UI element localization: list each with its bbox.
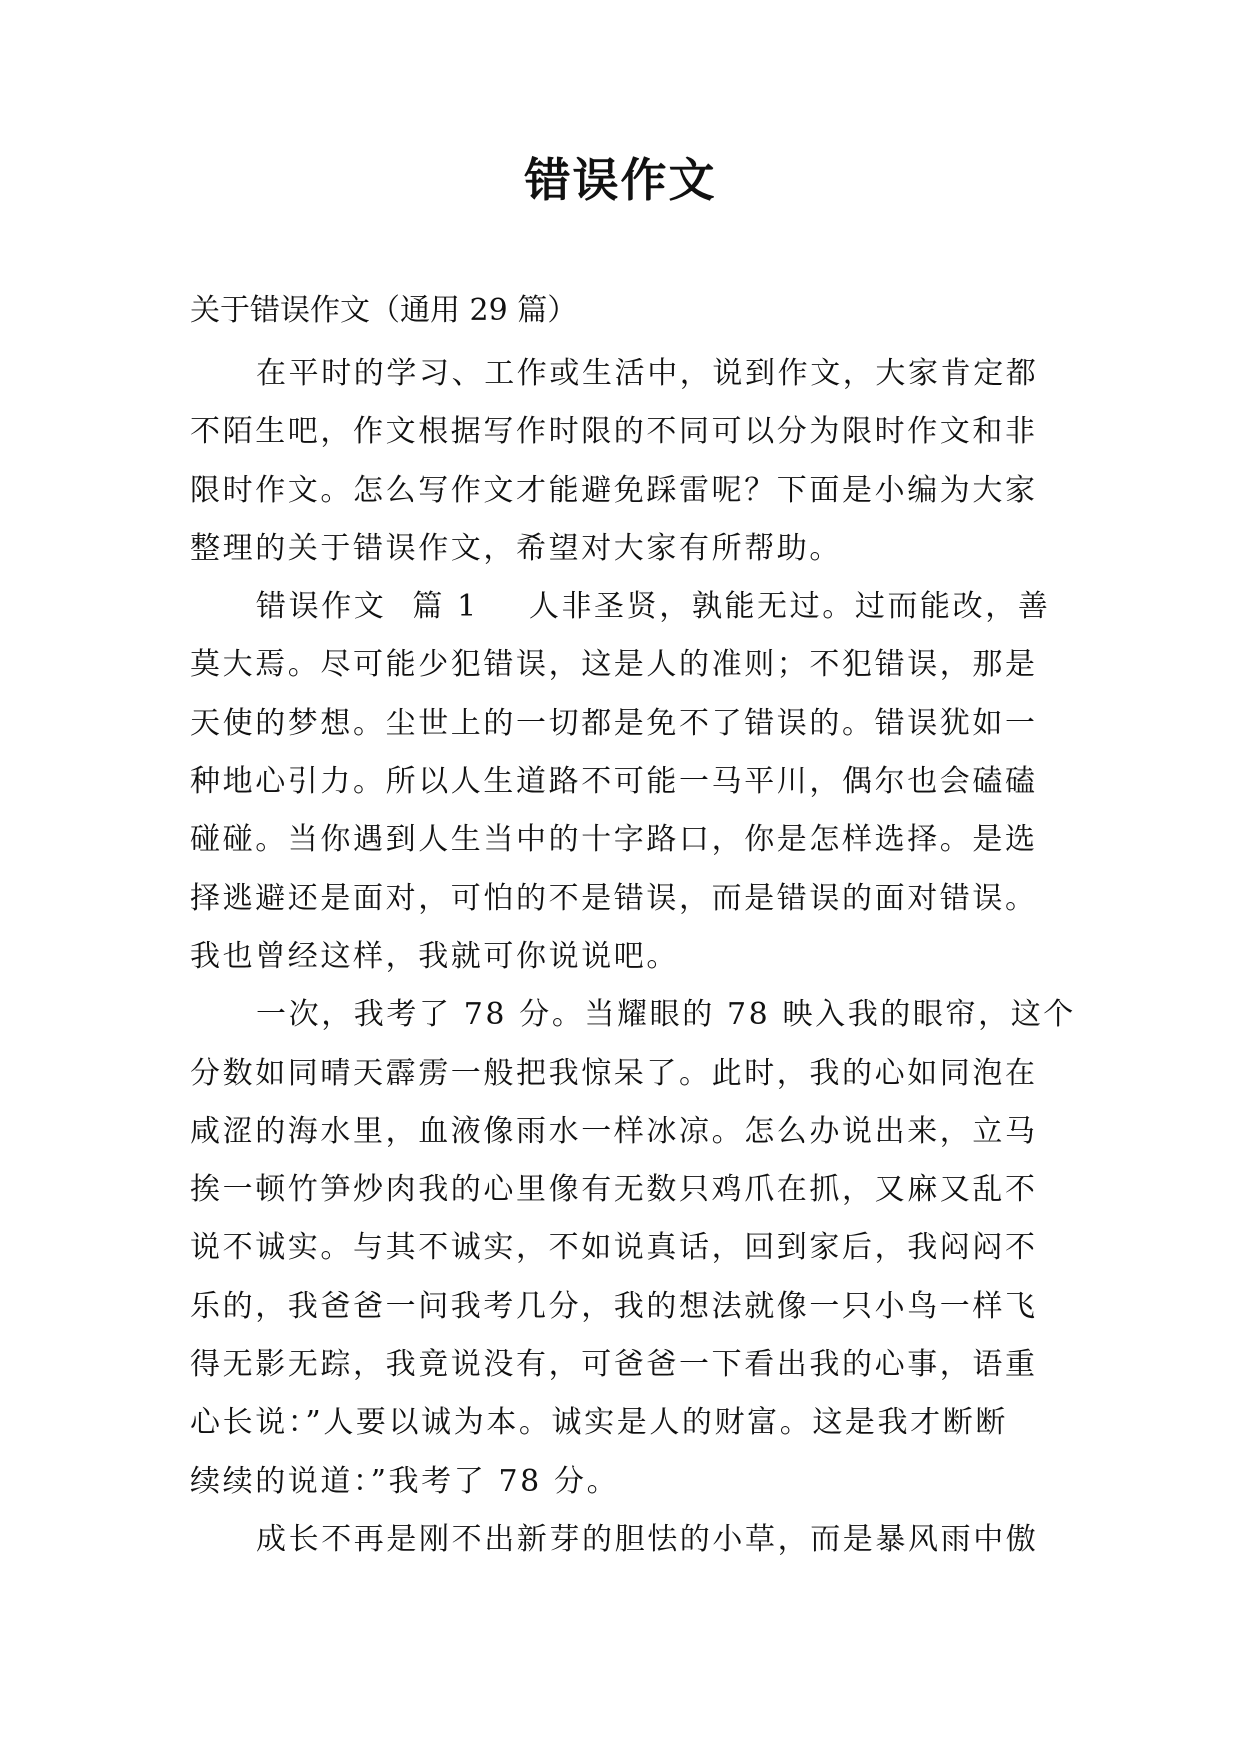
text-line: 成长不再是刚不出新芽的胆怯的小草，而是暴风雨中傲: [256, 1521, 1039, 1557]
section-heading: 错误作文: [256, 589, 387, 625]
text-line: 一次，我考了 78 分。当耀眼的 78 映入我的眼帘，这个: [256, 997, 1076, 1033]
text-line: 得无影无踪，我竟说没有，可爸爸一下看出我的心事，语重: [190, 1347, 1038, 1383]
text-line: 挨一顿竹笋炒肉我的心里像有无数只鸡爪在抓，又麻又乱不: [190, 1172, 1038, 1208]
text-line: 分数如同晴天霹雳一般把我惊呆了。此时，我的心如同泡在: [190, 1055, 1038, 1091]
text-line: 限时作文。怎么写作文才能避免踩雷呢？下面是小编为大家: [190, 472, 1038, 508]
text-line: 我也曾经这样，我就可你说说吧。: [190, 938, 679, 974]
text-line: 乐的，我爸爸一问我考几分，我的想法就像一只小鸟一样飞: [190, 1288, 1038, 1324]
text-line: 在平时的学习、工作或生活中，说到作文，大家肯定都: [256, 356, 1039, 391]
story-paragraph: [190, 986, 1076, 1511]
text-line: 天使的梦想。尘世上的一切都是免不了错误的。错误犹如一: [190, 705, 1038, 741]
document-body: [190, 345, 1076, 1569]
text-line: 咸涩的海水里，血液像雨水一样冰凉。怎么办说出来，立马: [190, 1113, 1038, 1149]
text-line: 说不诚实。与其不诚实，不如说真话，回到家后，我闷闷不: [190, 1230, 1038, 1266]
section-number: 篇 1: [412, 589, 479, 625]
text-line: 碰碰。当你遇到人生当中的十字路口，你是怎样选择。是选: [190, 822, 1038, 858]
growth-paragraph: [190, 1511, 1070, 1569]
text-line: 整理的关于错误作文，希望对大家有所帮助。: [190, 530, 842, 566]
text-line: 择逃避还是面对，可怕的不是错误，而是错误的面对错误。: [190, 880, 1038, 916]
text-line: 不陌生吧，作文根据写作时限的不同可以分为限时作文和非: [190, 414, 1038, 450]
section-1-paragraph: [190, 578, 1070, 986]
text-line: 人非圣贤，孰能无过。过而能改，善: [528, 589, 1051, 625]
text-line: 心长说：”人要以诚为本。诚实是人的财富。这是我才断断: [190, 1405, 1008, 1441]
text-line: 莫大焉。尽可能少犯错误，这是人的准则；不犯错误，那是: [190, 647, 1038, 683]
section-1-first-line: [190, 578, 1070, 636]
text-line: 种地心引力。所以人生道路不可能一马平川，偶尔也会磕磕: [190, 764, 1038, 800]
text-line: 续续的说道：”我考了 78 分。: [190, 1463, 620, 1499]
document-title: 错误作文: [524, 153, 717, 207]
document-subtitle: 关于错误作文（通用 29 篇）: [190, 293, 578, 328]
intro-paragraph: [190, 345, 1070, 578]
